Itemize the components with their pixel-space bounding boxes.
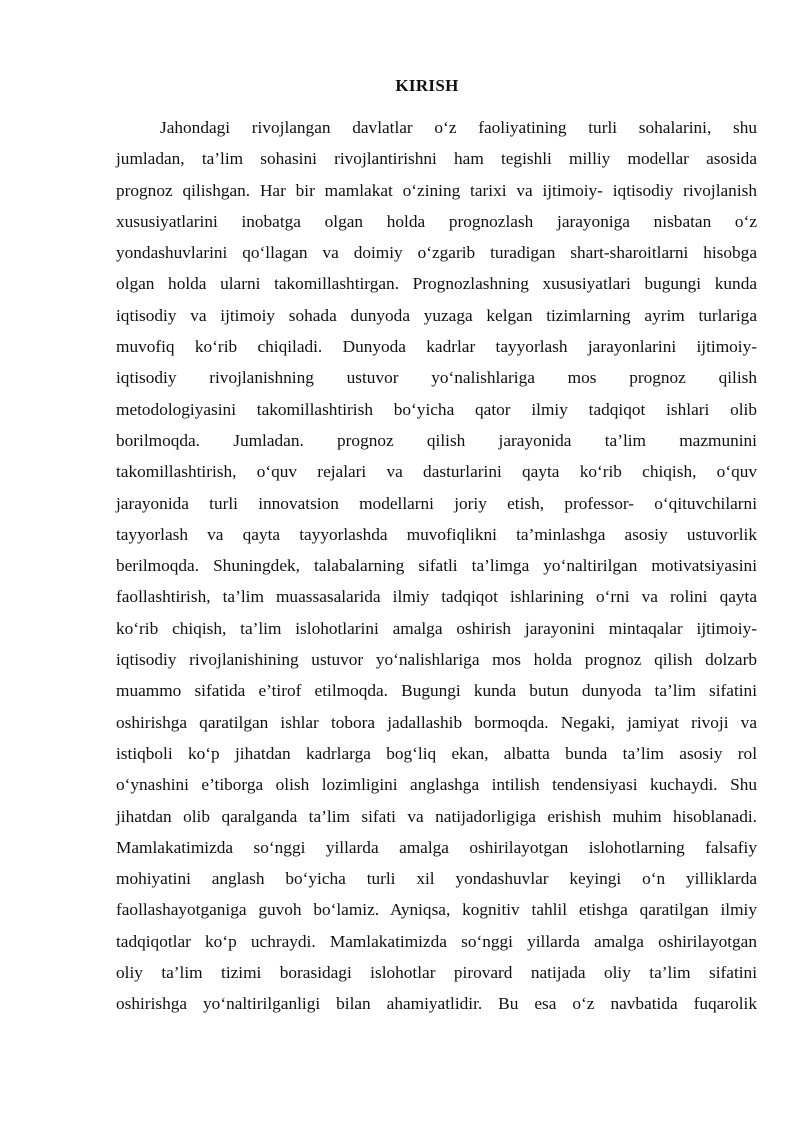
text-line: takomillashtirish, o‘quv rejalari va dasturlarini qayta ko‘rib chiqish, o‘quv: [116, 462, 757, 482]
text-line: faollashayotganiga guvoh bo‘lamiz. Ayniqsa, kognitiv tahlil etishga qaratilgan ilmiy: [116, 900, 757, 920]
body-paragraph: [116, 112, 757, 1020]
text-line: jihatdan olib qaralganda ta’lim sifati va natijadorligiga erishish muhim hisoblanadi.: [116, 806, 757, 826]
text-line: ko‘rib chiqish, ta’lim islohotlarini amalga oshirish jarayonini mintaqalar ijtimoiy-: [116, 618, 757, 638]
section-heading: KIRISH: [395, 76, 459, 95]
text-line: jumladan, ta’lim sohasini rivojlantirishni ham tegishli milliy modellar asosida: [116, 149, 757, 169]
text-line: jarayonida turli innovatsion modellarni joriy etish, professor- o‘qituvchilarni: [116, 493, 757, 513]
text-line: oshirishga yo‘naltirilganligi bilan ahamiyatlidir. Bu esa o‘z navbatida fuqarolik: [116, 994, 757, 1014]
text-line: prognoz qilishgan. Har bir mamlakat o‘zining tarixi va ijtimoiy- iqtisodiy rivojlanish: [116, 180, 757, 200]
text-line: mohiyatini anglash bo‘yicha turli xil yondashuvlar keyingi o‘n yilliklarda: [116, 869, 757, 889]
text-line: faollashtirish, ta’lim muassasalarida ilmiy tadqiqot ishlarining o‘rni va rolini qayta: [116, 587, 757, 607]
text-line: istiqboli ko‘p jihatdan kadrlarga bog‘liq ekan, albatta bunda ta’lim asosiy rol: [116, 743, 757, 763]
text-line: berilmoqda. Shuningdek, talabalarning sifatli ta’limga yo‘naltirilgan motivatsiyasini: [116, 556, 757, 576]
text-line: muvofiq ko‘rib chiqiladi. Dunyoda kadrlar tayyorlash jarayonlarini ijtimoiy-: [116, 337, 757, 357]
text-line: oshirishga qaratilgan ishlar tobora jadallashib bormoqda. Negaki, jamiyat rivoji va: [116, 712, 757, 732]
text-line: metodologiyasini takomillashtirish bo‘yicha qator ilmiy tadqiqot ishlari olib: [116, 399, 757, 419]
text-line: iqtisodiy rivojlanishining ustuvor yo‘nalishlariga mos holda prognoz qilish dolzarb: [116, 650, 757, 670]
text-line: iqtisodiy rivojlanishning ustuvor yo‘nalishlariga mos prognoz qilish: [116, 368, 757, 388]
text-line: tayyorlash va qayta tayyorlashda muvofiqlikni ta’minlashga asosiy ustuvorlik: [116, 524, 757, 544]
text-line: borilmoqda. Jumladan. prognoz qilish jarayonida ta’lim mazmunini: [116, 430, 757, 450]
text-line: Jahondagi rivojlangan davlatlar o‘z faoliyatining turli sohalarini, shu: [160, 118, 757, 137]
text-line: Mamlakatimizda so‘nggi yillarda amalga oshirilayotgan islohotlarning falsafiy: [116, 837, 757, 857]
text-line: o‘ynashini e’tiborga olish lozimligini anglashga intilish tendensiyasi kuchaydi. Shu: [116, 775, 757, 795]
text-line: yondashuvlarini qo‘llagan va doimiy o‘zgarib turadigan shart-sharoitlarni hisobga: [116, 243, 757, 263]
text-line: olgan holda ularni takomillashtirgan. Prognozlashning xususiyatlari bugungi kunda: [116, 274, 757, 294]
text-line: oliy ta’lim tizimi borasidagi islohotlar pirovard natijada oliy ta’lim sifatini: [116, 963, 757, 983]
text-line: tadqiqotlar ko‘p uchraydi. Mamlakatimizda so‘nggi yillarda amalga oshirilayotgan: [116, 931, 757, 951]
text-line: xususiyatlarini inobatga olgan holda prognozlash jarayoniga nisbatan o‘z: [116, 211, 757, 231]
text-line: muammo sifatida e’tirof etilmoqda. Bugungi kunda butun dunyoda ta’lim sifatini: [116, 681, 757, 701]
text-line: iqtisodiy va ijtimoiy sohada dunyoda yuzaga kelgan tizimlarning ayrim turlariga: [116, 305, 757, 325]
